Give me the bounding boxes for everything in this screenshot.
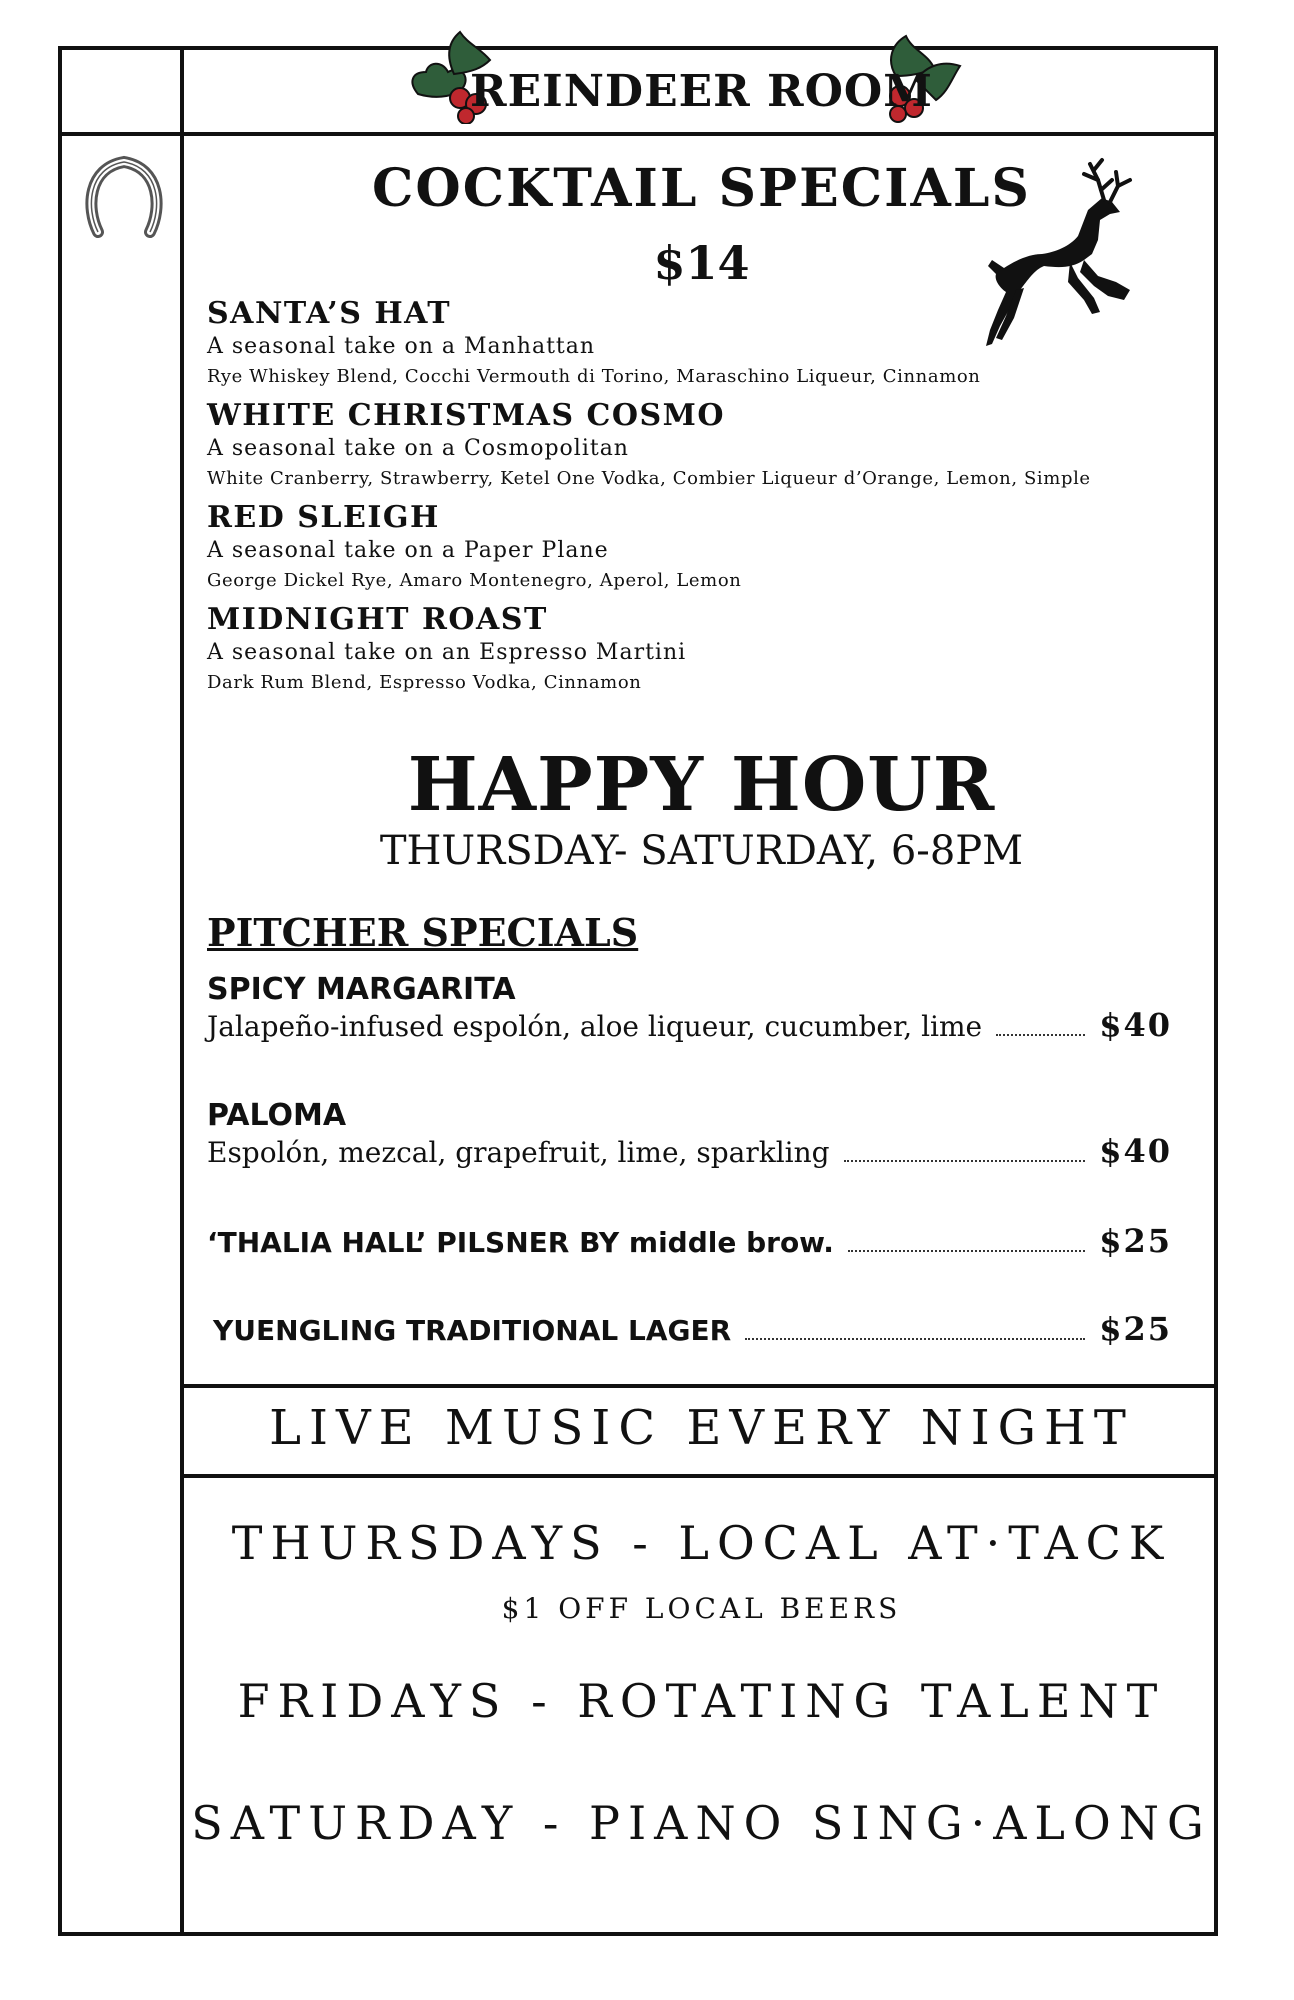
left-column-divider (180, 46, 184, 1936)
cocktail-ingredients: George Dickel Rye, Amaro Montenegro, Aperol, Lemon (207, 570, 742, 591)
event-thursday-subtitle: $1 OFF LOCAL BEERS (501, 1592, 902, 1625)
pitcher-price: $25 (1099, 1310, 1172, 1348)
cocktail-take: A seasonal take on a Cosmopolitan (207, 436, 629, 461)
cocktail-name: RED SLEIGH (207, 500, 440, 535)
pitcher-description: Espolón, mezcal, grapefruit, lime, sparkling (207, 1136, 830, 1169)
event-friday: FRIDAYS - ROTATING TALENT (237, 1674, 1166, 1728)
pitcher-row (207, 1222, 1172, 1260)
pitcher-row (207, 1006, 1172, 1044)
pitcher-row (213, 1310, 1172, 1348)
cocktail-name: WHITE CHRISTMAS COSMO (207, 398, 725, 433)
pitcher-name: PALOMA (207, 1098, 347, 1133)
pitcher-name: SPICY MARGARITA (207, 972, 516, 1007)
live-music-divider (180, 1474, 1218, 1478)
reindeer-icon (980, 150, 1140, 360)
pitcher-price: $40 (1099, 1006, 1172, 1044)
horseshoe-icon (84, 152, 164, 238)
dot-leader (996, 1034, 1085, 1036)
event-thursday: THURSDAYS - LOCAL AT·TACK (231, 1516, 1172, 1570)
pitcher-price: $40 (1099, 1132, 1172, 1170)
pitcher-name: ‘THALIA HALL’ PILSNER BY middle brow. (207, 1226, 834, 1259)
cocktail-name: SANTA’S HAT (207, 296, 452, 331)
pitcher-row (207, 1132, 1172, 1170)
cocktail-name: MIDNIGHT ROAST (207, 602, 548, 637)
dot-leader (848, 1250, 1085, 1252)
event-saturday: SATURDAY - PIANO SING·ALONG (191, 1796, 1212, 1850)
pitcher-specials-title: PITCHER SPECIALS (207, 910, 639, 955)
happy-hour-bottom-divider (180, 1384, 1218, 1388)
cocktail-ingredients: Dark Rum Blend, Espresso Vodka, Cinnamon (207, 672, 642, 693)
cocktail-take: A seasonal take on a Manhattan (207, 334, 596, 359)
cocktail-ingredients: White Cranberry, Strawberry, Ketel One Vodka, Combier Liqueur d’Orange, Lemon, Simple (207, 468, 1091, 489)
dot-leader (745, 1338, 1085, 1340)
live-music-title: LIVE MUSIC EVERY NIGHT (269, 1400, 1134, 1456)
cocktail-ingredients: Rye Whiskey Blend, Cocchi Vermouth di Torino, Maraschino Liqueur, Cinnamon (207, 366, 981, 387)
cocktail-specials-title: COCKTAIL SPECIALS (372, 158, 1031, 219)
pitcher-price: $25 (1099, 1222, 1172, 1260)
header-divider (58, 132, 1218, 136)
cocktail-take: A seasonal take on a Paper Plane (207, 538, 609, 563)
cocktail-specials-price: $14 (653, 236, 750, 290)
pitcher-name: YUENGLING TRADITIONAL LAGER (213, 1314, 732, 1347)
dot-leader (844, 1160, 1086, 1162)
happy-hour-title: HAPPY HOUR (407, 742, 996, 828)
happy-hour-days: THURSDAY- SATURDAY, 6-8PM (379, 828, 1024, 874)
brand-title: REINDEER ROOM (470, 66, 933, 117)
cocktail-take: A seasonal take on an Espresso Martini (207, 640, 687, 665)
pitcher-description: Jalapeño-infused espolón, aloe liqueur, cucumber, lime (207, 1010, 983, 1043)
